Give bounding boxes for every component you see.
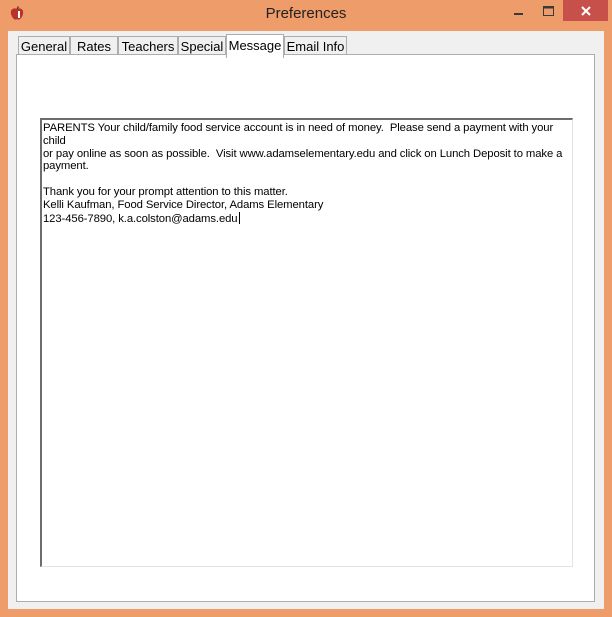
- minimize-button[interactable]: [504, 0, 534, 21]
- message-line: 123-456-7890, k.a.colston@adams.edu: [43, 212, 238, 225]
- message-line-last: [43, 212, 571, 226]
- message-line: Thank you for your prompt attention to this matter.: [43, 185, 288, 198]
- message-line: or pay online as soon as possible. Visit www.adamselementary.edu and click on Lunch Deposit to make a: [43, 147, 563, 160]
- message-line: Kelli Kaufman, Food Service Director, Adams Elementary: [43, 198, 324, 211]
- tab-special[interactable]: Special: [178, 36, 226, 56]
- message-tab-panel: [16, 54, 595, 602]
- minimize-icon: [514, 6, 524, 16]
- dialog-client-area: [8, 31, 604, 609]
- title-bar: [0, 0, 612, 30]
- tab-email-info[interactable]: Email Info: [284, 36, 347, 56]
- message-textarea[interactable]: [40, 118, 573, 567]
- text-caret: [239, 212, 240, 224]
- message-line: [43, 173, 571, 186]
- message-line: payment.: [43, 160, 89, 173]
- message-line: PARENTS Your child/family food service account is in need of money. Please send a payment with your child: [43, 122, 557, 147]
- tab-general[interactable]: General: [18, 36, 70, 56]
- tab-teachers[interactable]: Teachers: [118, 36, 178, 56]
- close-button[interactable]: [563, 0, 608, 21]
- tab-rates[interactable]: Rates: [70, 36, 118, 56]
- maximize-icon: [543, 6, 554, 16]
- maximize-button[interactable]: [534, 0, 562, 21]
- window-title: Preferences: [265, 5, 347, 22]
- close-icon: [581, 6, 591, 16]
- tab-message[interactable]: Message: [226, 34, 284, 58]
- message-text: [42, 122, 571, 225]
